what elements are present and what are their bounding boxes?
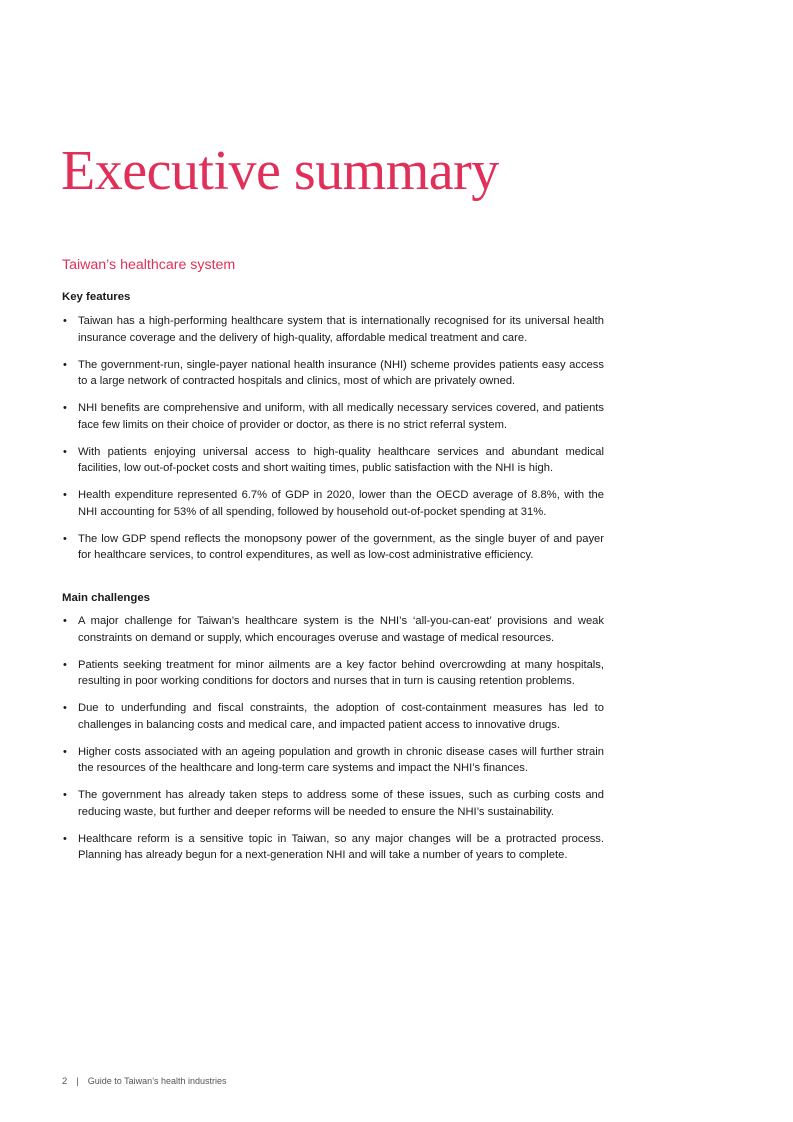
list-item-text: Patients seeking treatment for minor ailments are a key factor behind overcrowding at many hospitals, resulting in poor working conditions for doctors and nurses that in turn is causing retention problems. — [78, 658, 604, 687]
footer-guide-title: Guide to Taiwan’s health industries — [87, 1076, 227, 1086]
list-item — [62, 657, 604, 690]
main-challenges-heading: Main challenges — [62, 592, 150, 604]
key-features-list — [62, 313, 604, 574]
bullet-icon: • — [63, 658, 67, 671]
main-challenges-list — [62, 613, 604, 874]
list-item — [62, 531, 604, 564]
bullet-icon: • — [63, 832, 67, 845]
list-item-text: Taiwan has a high-performing healthcare system that is internationally recognised for its universal health insurance coverage and the delivery of high-quality, affordable medical treatment and care. — [78, 315, 604, 344]
list-item-text: Due to underfunding and fiscal constraints, the adoption of cost-containment measures has led to challenges in balancing costs and medical care, and impacted patient access to innovative drugs. — [78, 702, 604, 731]
list-item-text: The low GDP spend reflects the monopsony power of the government, as the single buyer of and payer for healthcare services, to control expenditures, as well as low-cost administrative efficiency. — [78, 532, 604, 561]
bullet-icon: • — [63, 789, 67, 801]
list-item-text: NHI benefits are comprehensive and uniform, with all medically necessary services covered, and patients face few limits on their choice of provider or doctor, as there is no strict referral system. — [78, 402, 604, 431]
list-item — [62, 357, 604, 390]
bullet-icon: • — [63, 702, 67, 714]
bullet-icon: • — [63, 532, 67, 545]
footer-separator: | — [76, 1076, 79, 1087]
bullet-icon: • — [63, 315, 67, 327]
bullet-icon: • — [63, 402, 67, 414]
list-item — [62, 831, 604, 864]
list-item — [62, 444, 604, 477]
list-item — [62, 787, 604, 820]
list-item-text: With patients enjoying universal access to high-quality healthcare services and abundant medical facilities, low out-of-pocket costs and short waiting times, public satisfaction with the NHI is high. — [78, 445, 604, 474]
page-number: 2 — [62, 1076, 68, 1087]
bullet-icon: • — [63, 358, 67, 371]
section-subtitle: Taiwan’s healthcare system — [62, 257, 236, 273]
key-features-heading: Key features — [62, 291, 131, 303]
list-item — [62, 487, 604, 520]
bullet-icon: • — [63, 745, 67, 758]
bullet-icon: • — [63, 489, 67, 501]
list-item-text: Healthcare reform is a sensitive topic in Taiwan, so any major changes will be a protracted process. Planning has already begun for a next-generation NHI and will take a number of years to complete. — [78, 832, 604, 861]
list-item-text: Health expenditure represented 6.7% of GDP in 2020, lower than the OECD average of 8.8%, with the NHI accounting for 53% of all spending, followed by household out-of-pocket spending at 31%. — [78, 489, 604, 518]
list-item-text: The government has already taken steps to address some of these issues, such as curbing costs and reducing waste, but further and deeper reforms will be needed to ensure the NHI’s sustainability. — [78, 789, 604, 818]
page-title: Executive summary — [61, 140, 499, 202]
page-footer — [62, 1074, 227, 1089]
list-item-text: Higher costs associated with an ageing population and growth in chronic disease cases will further strain the resources of the healthcare and long-term care systems and impact the NHI’s finances. — [78, 745, 604, 774]
list-item — [62, 744, 604, 777]
list-item-text: A major challenge for Taiwan’s healthcare system is the NHI’s ‘all-you-can-eat’ provisions and weak constraints on demand or supply, which encourages overuse and wastage of medical resources. — [78, 615, 604, 644]
list-item-text: The government-run, single-payer national health insurance (NHI) scheme provides patients easy access to a large network of contracted hospitals and clinics, most of which are privately owned. — [78, 358, 604, 387]
list-item — [62, 313, 604, 346]
list-item — [62, 613, 604, 646]
list-item — [62, 700, 604, 733]
list-item — [62, 400, 604, 433]
bullet-icon: • — [63, 615, 67, 627]
bullet-icon: • — [63, 445, 67, 458]
